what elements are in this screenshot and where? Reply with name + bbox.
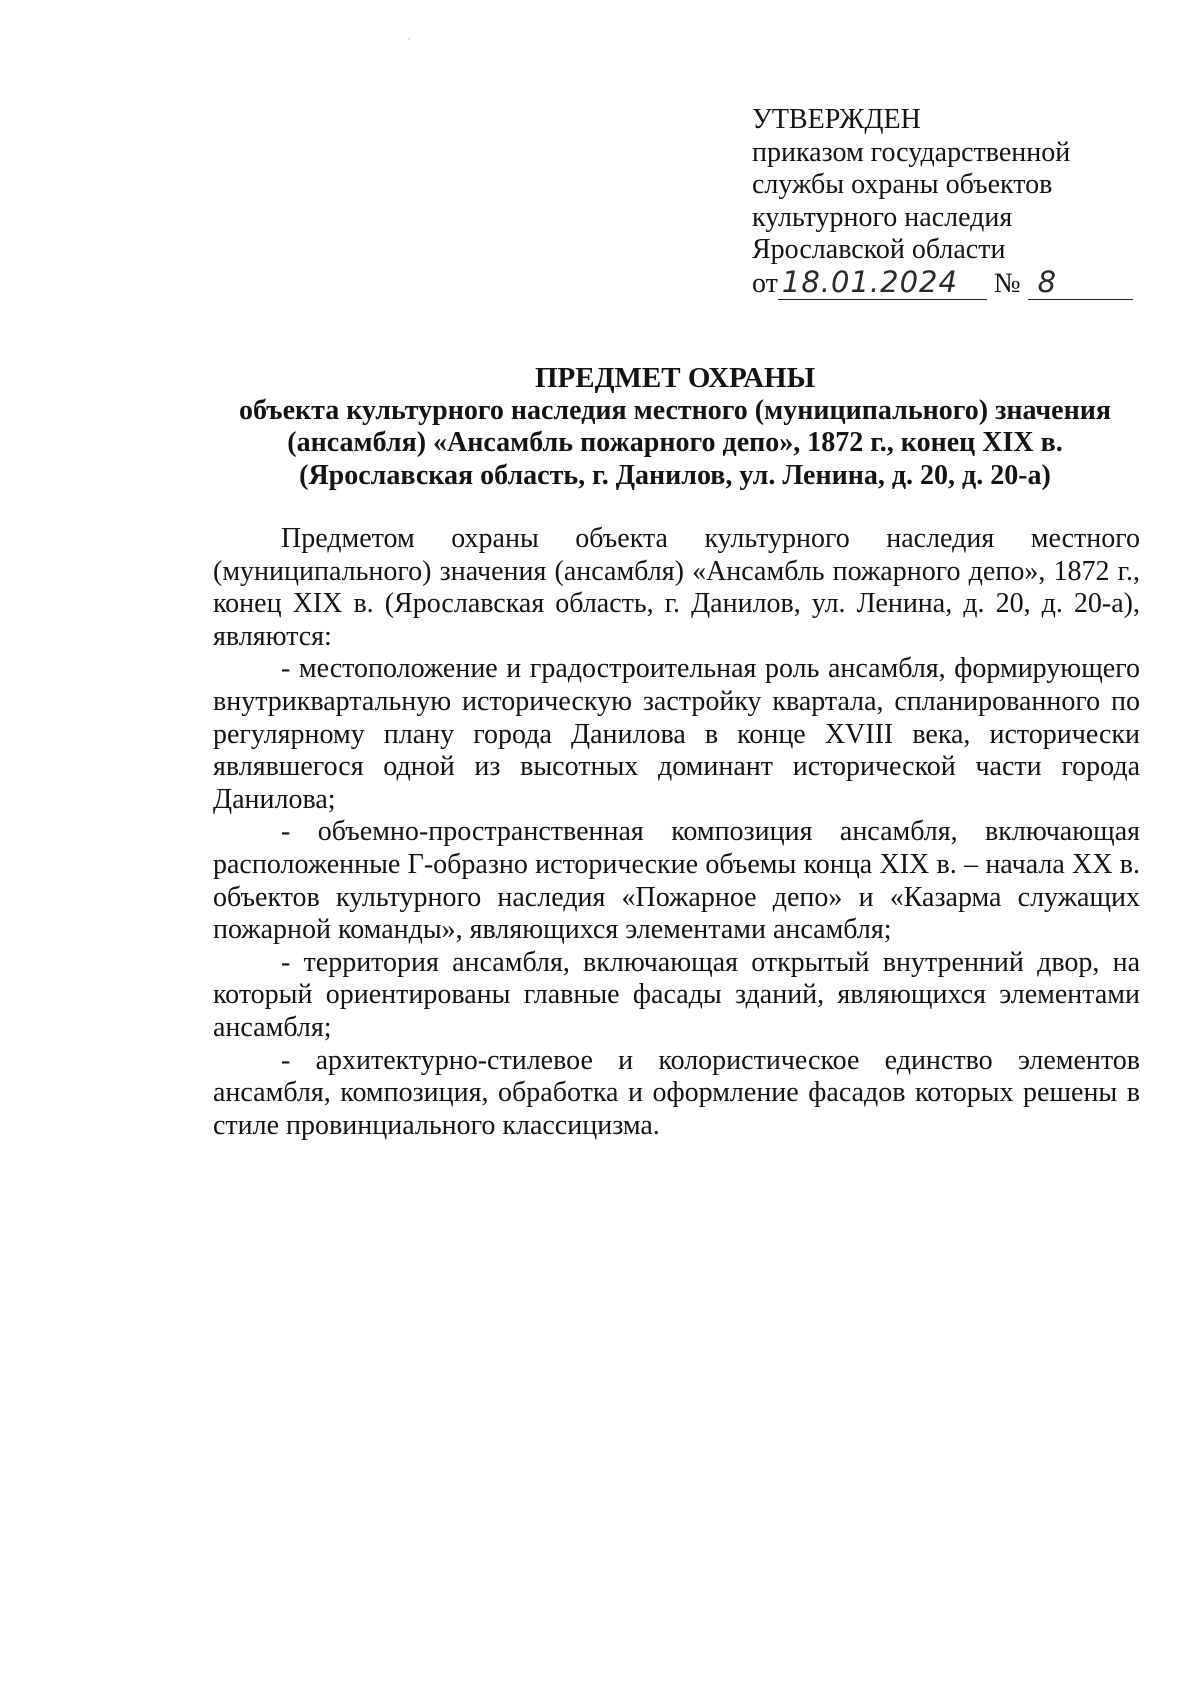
document-title-block: [200, 362, 1150, 492]
document-subtitle-line-2: (ансамбля) «Ансамбль пожарного депо», 1872 г., конец XIX в.: [287, 427, 1063, 458]
approval-stamp-block: [752, 104, 1132, 300]
document-title: ПРЕДМЕТ ОХРАНЫ: [534, 362, 816, 394]
list-item-territory: - территория ансамбля, включающая открытый внутренний двор, на который ориентированы главные фасады зданий, являющихся элементами ансамбля;: [213, 946, 1140, 1043]
handwritten-date: 18.01.2024: [781, 264, 958, 299]
handwritten-number: 8: [1037, 264, 1058, 299]
approval-line-3: культурного наследия: [752, 201, 1013, 233]
approval-line-1: приказом государственной: [752, 136, 1071, 168]
approval-line-2: службы охраны объектов: [752, 169, 1053, 200]
scan-speck: [408, 38, 410, 40]
date-field: [778, 264, 987, 300]
approval-date-number-row: [752, 264, 1132, 301]
approval-heading: УТВЕРЖДЕН: [752, 104, 921, 135]
number-prefix: №: [993, 267, 1021, 299]
list-item-style: - архитектурно-стилевое и колористическое единство элементов ансамбля, композиция, обработка и оформление фасадов которых решены в стиле провинциального классицизма.: [213, 1044, 1140, 1141]
date-prefix: от: [752, 267, 778, 299]
approval-line-4: Ярославской области: [752, 234, 1006, 265]
document-subtitle-line-3: (Ярославская область, г. Данилов, ул. Ленина, д. 20, д. 20-а): [299, 459, 1051, 491]
intro-paragraph: Предметом охраны объекта культурного наследия местного (муниципального) значения (ансамбля) «Ансамбль пожарного депо», 1872 г., конец XIX в. (Ярославская область, г. Данилов, ул. Ленина, д. 20, д. 20-а), являются:: [213, 523, 1140, 652]
document-subtitle-line-1: объекта культурного наследия местного (муниципального) значения: [238, 394, 1112, 426]
document-body: [213, 523, 1140, 1142]
list-item-location: - местоположение и градостроительная роль ансамбля, формирующего внутриквартальную историческую застройку квартала, спланированного по регулярному плану города Данилова в конце XVIII века, исторически являвшегося одной из высотных доминант исторической части города Данилова;: [213, 653, 1140, 815]
number-field: [1028, 264, 1133, 300]
list-item-composition: - объемно-пространственная композиция ансамбля, включающая расположенные Г-образно исторические объемы конца XIX в. – начала XX в. объектов культурного наследия «Пожарное депо» и «Казарма служащих пожарной команды», являющихся элементами ансамбля;: [213, 816, 1140, 946]
